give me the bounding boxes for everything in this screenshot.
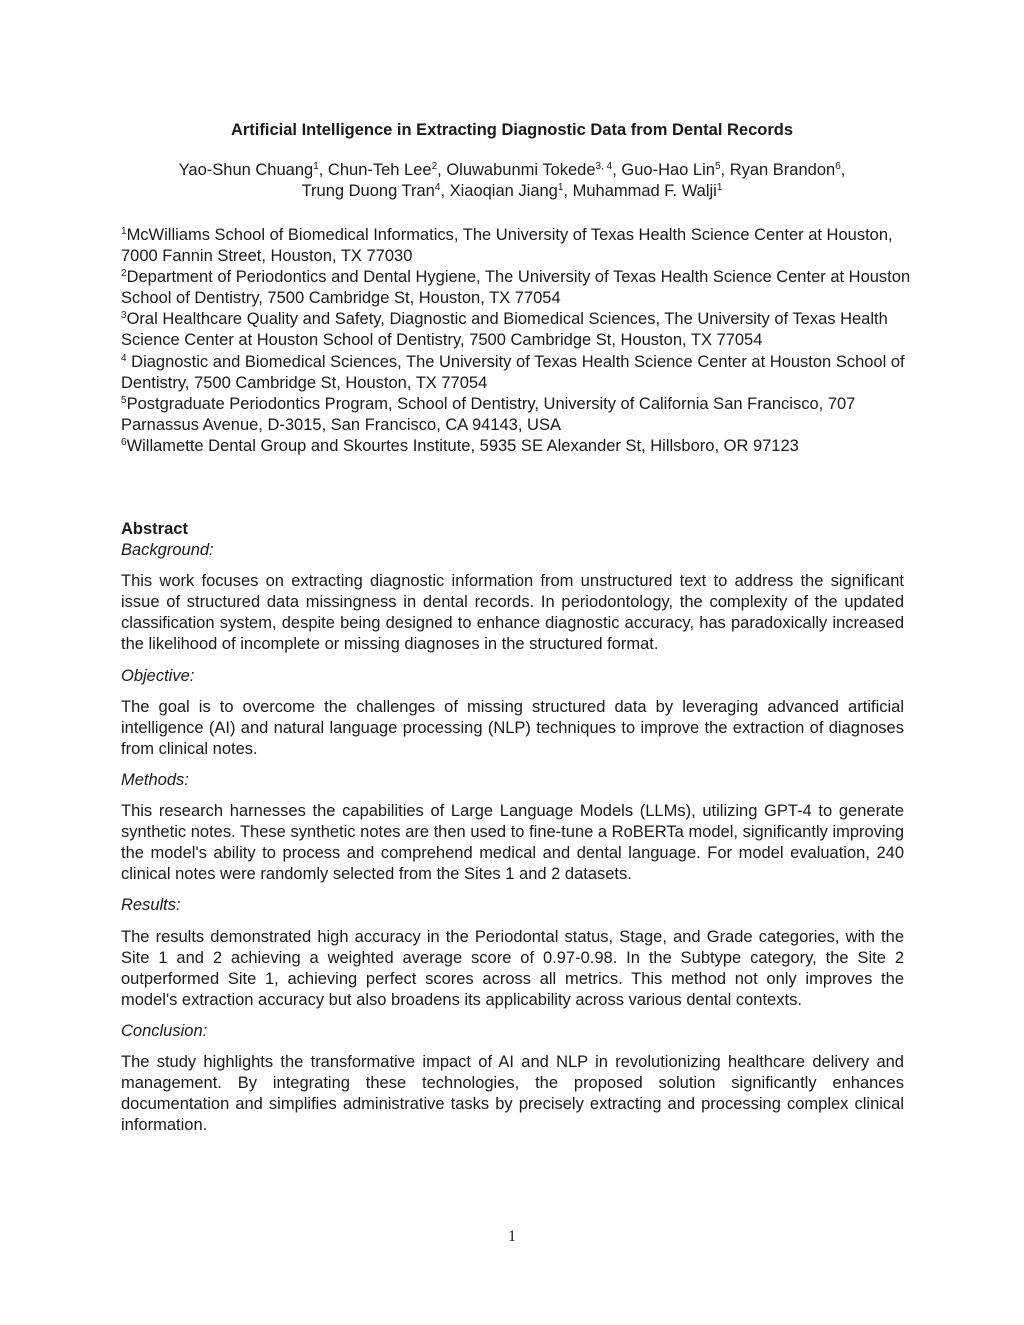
results-heading: Results:: [121, 896, 181, 915]
affiliation-list: [121, 225, 911, 457]
author-name: Oluwabunmi Tokede: [446, 161, 596, 179]
affiliation-text: McWilliams School of Biomedical Informatics, The University of Texas Health Science Center at Houston, 7000 Fannin Street, Houston, TX 77030: [121, 226, 893, 266]
author-separator: ,: [440, 182, 450, 200]
affiliation-number: 3: [121, 310, 127, 322]
affiliation-item: [121, 267, 911, 309]
author-name: Guo-Hao Lin: [621, 161, 715, 179]
author-separator: ,: [563, 182, 573, 200]
affiliation-item: [121, 436, 911, 457]
author-affiliation-mark: 1: [716, 182, 723, 193]
author-separator: ,: [612, 161, 622, 179]
author-name: Yao-Shun Chuang: [178, 161, 314, 179]
conclusion-heading: Conclusion:: [121, 1021, 208, 1040]
author-separator: ,: [437, 161, 447, 179]
author-affiliation-mark: 1: [557, 182, 564, 193]
page-number: 1: [508, 1228, 516, 1245]
author-separator: ,: [840, 161, 846, 179]
background-text: This work focuses on extracting diagnostic information from unstructured text to address the significant issue of structured data missingness in dental records. In periodontology, the complexity of the updated classification system, despite being designed to enhance diagnostic accuracy, has paradoxically increased the likelihood of incomplete or missing diagnoses in the structured format.: [121, 572, 904, 654]
affiliation-number: 6: [121, 436, 127, 448]
author-name: Xiaoqian Jiang: [449, 182, 558, 200]
abstract: [121, 519, 904, 1136]
author-separator: ,: [318, 161, 328, 179]
affiliation-item: [121, 352, 911, 394]
results-text: The results demonstrated high accuracy in the Periodontal status, Stage, and Grade categories, with the Site 1 and 2 achieving a weighted average score of 0.97-0.98. In the Subtype category, the Site 2 outperformed Site 1, achieving perfect scores across all metrics. This method not only improves the model's extraction accuracy but also broadens its applicability across various dental contexts.: [121, 927, 904, 1009]
author-list: [100, 160, 924, 202]
affiliation-text: Willamette Dental Group and Skourtes Institute, 5935 SE Alexander St, Hillsboro, OR 97123: [126, 436, 799, 455]
affiliation-item: [121, 394, 911, 436]
affiliation-text: Department of Periodontics and Dental Hygiene, The University of Texas Health Science Center at Houston School of Dentistry, 7500 Cambridge St, Houston, TX 77054: [121, 268, 911, 308]
objective-text: The goal is to overcome the challenges of missing structured data by leveraging advanced artificial intelligence (AI) and natural language processing (NLP) techniques to improve the extraction of diagnoses from clinical notes.: [121, 697, 904, 758]
author-name: Trung Duong Tran: [301, 182, 435, 200]
objective-heading: Objective:: [121, 666, 195, 685]
author-affiliation-mark: 2: [431, 161, 438, 172]
affiliation-text: Diagnostic and Biomedical Sciences, The University of Texas Health Science Center at Houston School of Dentistry, 7500 Cambridge St, Houston, TX 77054: [121, 352, 905, 392]
affiliation-number: 5: [121, 394, 127, 406]
author-affiliation-mark: 6: [835, 161, 841, 172]
affiliation-number: 4: [121, 352, 127, 364]
affiliation-number: 1: [121, 226, 127, 237]
methods-text: This research harnesses the capabilities of Large Language Models (LLMs), utilizing GPT-4 to generate synthetic notes. These synthetic notes are then used to fine-tune a RoBERTa model, significantly improving the model's ability to process and comprehend medical and dental language. For model evaluation, 240 clinical notes were randomly selected from the Sites 1 and 2 datasets.: [121, 802, 904, 884]
abstract-heading: Abstract: [121, 520, 188, 538]
affiliation-number: 2: [121, 268, 127, 280]
paper-title: Artificial Intelligence in Extracting Diagnostic Data from Dental Records: [230, 121, 794, 139]
author-affiliation-mark: 1: [313, 161, 319, 172]
author-affiliation-mark: 4: [434, 182, 441, 193]
background-heading: Background:: [121, 541, 214, 560]
author-name: Chun-Teh Lee: [327, 161, 432, 179]
author-name: Ryan Brandon: [729, 161, 836, 179]
conclusion-text: The study highlights the transformative impact of AI and NLP in revolutionizing healthcare delivery and management. By integrating these technologies, the proposed solution significantly enhances documentation and simplifies administrative tasks by precisely extracting and processing complex clinical information.: [121, 1052, 904, 1135]
affiliation-text: Oral Healthcare Quality and Safety, Diagnostic and Biomedical Sciences, The University of Texas Health Science Center at Houston School of Dentistry, 7500 Cambridge St, Houston, TX 77054: [121, 310, 888, 350]
author-affiliation-mark: 3, 4: [595, 161, 613, 172]
author-name: Muhammad F. Walji: [572, 182, 717, 200]
methods-heading: Methods:: [121, 770, 189, 789]
affiliation-item: [121, 309, 911, 351]
author-separator: ,: [720, 161, 730, 179]
affiliation-item: [121, 225, 911, 267]
affiliation-text: Postgraduate Periodontics Program, School of Dentistry, University of California San Francisco, 707 Parnassus Avenue, D-3015, San Francisco, CA 94143, USA: [121, 394, 856, 434]
author-affiliation-mark: 5: [714, 161, 721, 172]
